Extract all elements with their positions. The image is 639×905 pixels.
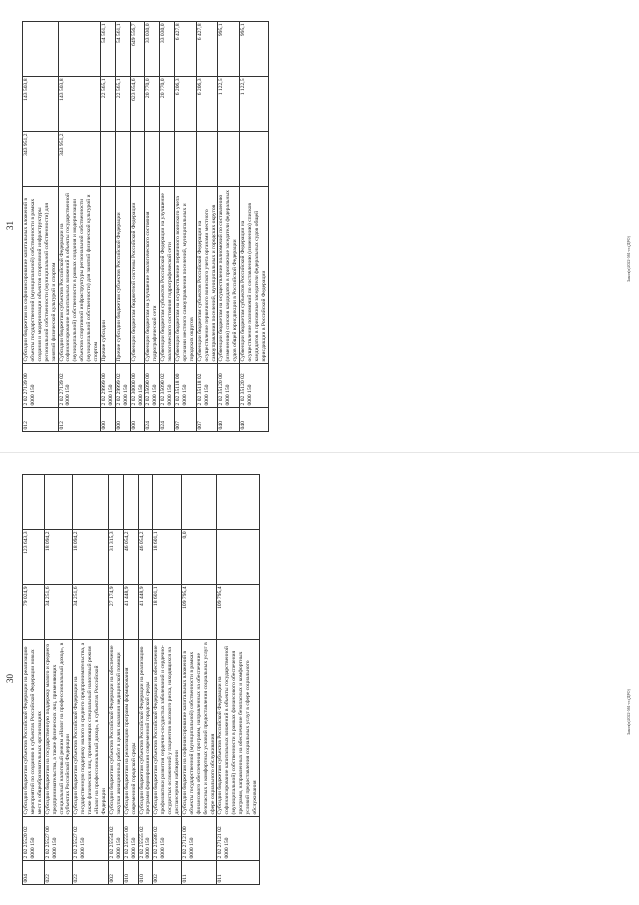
amount-2022-cell: 18 601,1: [153, 585, 182, 640]
budget-code-cell: 2 02 25520 02 0000 150: [23, 817, 45, 861]
admin-code-cell: 024: [145, 408, 160, 432]
amount-2023-cell: 1 122,5: [218, 77, 240, 132]
revenue-table: [22, 21, 269, 432]
budget-code-cell: 2 02 27121 02 0000 150: [217, 817, 259, 861]
income-name-cell: Субсидии бюджетам субъектов Российской Федерации на государственную поддержку малого и среднего предпринимательства, а также физических лиц, применяющих специальный налоговый режим «Налог на профессиональный доход», в субъектах Российской Федерации: [73, 640, 109, 817]
budget-code-cell: 2 02 30000 00 0000 150: [130, 364, 145, 408]
amount-2023-cell: 18 094,2: [44, 530, 73, 585]
income-name-cell: Субвенции бюджетам субъектов Российской Федерации на осуществление полномочий по составлению (изменению) списков кандидатов в присяжные заседатели федеральных судов общей юрисдикции в Российской Федерации: [240, 187, 269, 364]
admin-code-cell: 040: [218, 408, 240, 432]
amount-2023-cell: 6 206,3: [196, 77, 218, 132]
amount-2024-cell: 995,1: [240, 22, 269, 77]
budget-code-cell: 2 02 25555 00 0000 150: [123, 817, 138, 861]
table-row: [218, 22, 240, 432]
amount-2024-cell: 33 030,0: [160, 22, 175, 77]
income-name-cell: Субсидии бюджетам на софинансирование капитальных вложений в объекты государственной (муниципальной) собственности в рамках финансового обеспечения программ, направленных на обеспечение безопасных и комфортных условий предоставления социальных услуг в сфере социального обслуживания: [181, 640, 217, 817]
amount-2023-cell: 18 601,1: [153, 530, 182, 585]
income-name-cell: Прочие субсидии: [100, 187, 115, 364]
income-name-cell: Субсидии бюджетам субъектов Российской Федерации на софинансирование капитальных вложений в объекты государственной (муниципальной) собственности в рамках создания и модернизации объектов спортивной инфраструктуры региональной собственности (муниципальной собственности) для занятий физической культурой и спортом: [58, 187, 100, 364]
income-name-cell: Субсидии бюджетам на софинансирование капитальных вложений в объекты государственной (муниципальной) собственности в рамках создания и модернизации объектов спортивной инфраструктуры региональной собственности (муниципальной собственности) для занятий физической культурой и спортом: [23, 187, 59, 364]
budget-code-cell: 2 02 29999 00 0000 150: [100, 364, 115, 408]
income-name-cell: Субвенции бюджетам субъектов Российской Федерации на осуществление первичного воинского учета органами местного самоуправления поселений, муниципальных и городских округов: [196, 187, 218, 364]
admin-code-cell: 007: [175, 408, 197, 432]
amount-2024-cell: [44, 475, 73, 530]
admin-code-cell: 000: [130, 408, 145, 432]
amount-2022-cell: 343 951,2: [58, 132, 100, 187]
table-row: [44, 475, 73, 885]
budget-code-cell: 2 02 27139 00 0000 150: [23, 364, 59, 408]
admin-code-cell: 012: [23, 408, 59, 432]
amount-2023-cell: 623 654,6: [130, 77, 145, 132]
amount-2024-cell: [73, 475, 109, 530]
budget-code-cell: 2 02 25527 00 0000 150: [44, 817, 73, 861]
amount-2023-cell: 143 503,8: [23, 77, 59, 132]
table-row: [73, 475, 109, 885]
budget-code-cell: 2 02 35090 02 0000 150: [160, 364, 175, 408]
document-footer: Закон(п)2022-561-ст.(ДРО): [626, 689, 631, 735]
admin-code-cell: 040: [240, 408, 269, 432]
amount-2024-cell: [123, 475, 138, 530]
table-row: [145, 22, 160, 432]
amount-2024-cell: 33 030,0: [145, 22, 160, 77]
amount-2023-cell: 6 206,3: [175, 77, 197, 132]
amount-2022-cell: [175, 132, 197, 187]
amount-2023-cell: 22 565,1: [100, 77, 115, 132]
budget-code-cell: 2 02 29999 02 0000 150: [115, 364, 130, 408]
admin-code-cell: 022: [44, 861, 73, 885]
table-row: [153, 475, 182, 885]
admin-code-cell: 024: [160, 408, 175, 432]
budget-code-cell: 2 02 25555 02 0000 150: [138, 817, 153, 861]
admin-code-cell: 022: [73, 861, 109, 885]
income-name-cell: Прочие субсидии бюджетам субъектов Российской Федерации: [115, 187, 130, 364]
amount-2024-cell: 54 561,1: [100, 22, 115, 77]
amount-2022-cell: 109 795,4: [181, 585, 217, 640]
page-30: [0, 453, 639, 905]
amount-2022-cell: 79 024,9: [23, 585, 45, 640]
table-row: [160, 22, 175, 432]
table-row: [217, 475, 259, 885]
budget-code-cell: 2 02 25554 02 0000 150: [108, 817, 123, 861]
table-row: [130, 22, 145, 432]
amount-2022-cell: 27 174,9: [108, 585, 123, 640]
income-name-cell: Субвенции бюджетам субъектов Российской Федерации на улучшение экологического состояния гидрографической сети: [160, 187, 175, 364]
amount-2023-cell: 0,0: [181, 530, 217, 585]
table-row: [123, 475, 138, 885]
admin-code-cell: 002: [153, 861, 182, 885]
budget-code-cell: 2 02 25527 02 0000 150: [73, 817, 109, 861]
amount-2023-cell: 46 054,2: [138, 530, 153, 585]
amount-2023-cell: [217, 530, 259, 585]
amount-2023-cell: 123 643,3: [23, 530, 45, 585]
budget-code-cell: 2 02 35118 00 0000 150: [175, 364, 197, 408]
budget-code-cell: 2 02 35090 00 0000 150: [145, 364, 160, 408]
admin-code-cell: 011: [217, 861, 259, 885]
income-name-cell: Субсидии бюджетам субъектов Российской Федерации на реализацию мероприятий по созданию в субъектах Российской Федерации новых мест в общеобразовательных организациях: [23, 640, 45, 817]
budget-code-cell: 2 02 35120 02 0000 150: [240, 364, 269, 408]
budget-code-cell: 2 02 27121 00 0000 150: [181, 817, 217, 861]
amount-2022-cell: 343 951,2: [23, 132, 59, 187]
table-row: [23, 22, 59, 432]
income-name-cell: Субсидии бюджетам на государственную поддержку малого и среднего предпринимательства, а также физических лиц, применяющих специальный налоговый режим «Налог на профессиональный доход», в субъектах Российской Федерации: [44, 640, 73, 817]
amount-2024-cell: [23, 475, 45, 530]
admin-code-cell: 000: [100, 408, 115, 432]
page-31: [0, 0, 639, 452]
page-number: 31: [5, 221, 15, 230]
admin-code-cell: 007: [196, 408, 218, 432]
amount-2024-cell: 6 427,8: [175, 22, 197, 77]
budget-code-cell: 2 02 35118 02 0000 150: [196, 364, 218, 408]
amount-2022-cell: [196, 132, 218, 187]
income-name-cell: Субсидии бюджетам субъектов Российской Федерации на софинансирование капитальных вложений в объекты государственной (муниципальной) собственности в рамках финансового обеспечения программ, направленных на обеспечение безопасных и комфортных условий предоставления социальных услуг в сфере социального обслуживания: [217, 640, 259, 817]
amount-2023-cell: 18 094,2: [73, 530, 109, 585]
income-name-cell: Субсидии бюджетам субъектов Российской Федерации на реализацию программ формирования современной городской среды: [138, 640, 153, 817]
table-row: [175, 22, 197, 432]
amount-2024-cell: 995,1: [218, 22, 240, 77]
table-row: [23, 475, 45, 885]
table-row: [58, 22, 100, 432]
amount-2022-cell: 34 251,6: [73, 585, 109, 640]
table-row: [100, 22, 115, 432]
table-row: [115, 22, 130, 432]
table-row: [181, 475, 217, 885]
income-name-cell: Субсидии бюджетам субъектов Российской Федерации на обеспечение профилактики развития сердечно-сосудистых заболеваний и сердечно-сосудистых осложнений у пациентов высокого риска, находящихся на диспансерном наблюдении: [153, 640, 182, 817]
amount-2024-cell: [138, 475, 153, 530]
amount-2024-cell: [23, 22, 59, 77]
income-name-cell: Субвенции бюджетам на улучшение экологического состояния гидрографической сети: [145, 187, 160, 364]
table-row: [196, 22, 218, 432]
admin-code-cell: 000: [115, 408, 130, 432]
amount-2024-cell: [108, 475, 123, 530]
amount-2024-cell: [217, 475, 259, 530]
amount-2022-cell: [160, 132, 175, 187]
page-divider: [0, 452, 639, 453]
amount-2024-cell: [181, 475, 217, 530]
admin-code-cell: 002: [108, 861, 123, 885]
document-footer: Закон(п)2022-561-ст.(ДРО): [626, 236, 631, 282]
admin-code-cell: 012: [58, 408, 100, 432]
admin-code-cell: 011: [181, 861, 217, 885]
amount-2022-cell: 109 795,4: [217, 585, 259, 640]
table-row: [108, 475, 123, 885]
amount-2023-cell: 1 122,5: [240, 77, 269, 132]
amount-2022-cell: [145, 132, 160, 187]
amount-2024-cell: 6 427,8: [196, 22, 218, 77]
amount-2024-cell: 54 561,1: [115, 22, 130, 77]
amount-2022-cell: [100, 132, 115, 187]
budget-code-cell: 2 02 25586 02 0000 150: [153, 817, 182, 861]
amount-2022-cell: [115, 132, 130, 187]
amount-2022-cell: 41 448,9: [138, 585, 153, 640]
amount-2022-cell: [240, 132, 269, 187]
amount-2022-cell: [130, 132, 145, 187]
amount-2024-cell: 649 556,7: [130, 22, 145, 77]
admin-code-cell: 010: [138, 861, 153, 885]
table-row: [240, 22, 269, 432]
amount-2024-cell: [153, 475, 182, 530]
income-name-cell: Субвенции бюджетам на осуществление полномочий по составлению (изменению) списков кандидатов в присяжные заседатели федеральных судов общей юрисдикции в Российской Федерации: [218, 187, 240, 364]
revenue-table: [22, 474, 260, 885]
income-name-cell: Субвенции бюджетам бюджетной системы Российской Федерации: [130, 187, 145, 364]
amount-2022-cell: 34 251,6: [44, 585, 73, 640]
amount-2023-cell: 22 565,1: [115, 77, 130, 132]
amount-2023-cell: 143 503,8: [58, 77, 100, 132]
page-number: 30: [5, 674, 15, 683]
table-row: [138, 475, 153, 885]
admin-code-cell: 004: [23, 861, 45, 885]
amount-2023-cell: 20 770,0: [160, 77, 175, 132]
amount-2023-cell: 20 770,0: [145, 77, 160, 132]
income-name-cell: Субсидии бюджетам субъектов Российской Федерации на обеспечение закупки авиационных работ в целях оказания медицинской помощи: [108, 640, 123, 817]
amount-2022-cell: 41 448,9: [123, 585, 138, 640]
amount-2023-cell: 46 054,2: [123, 530, 138, 585]
amount-2024-cell: [58, 22, 100, 77]
income-name-cell: Субвенции бюджетам на осуществление первичного воинского учета органами местного самоуправления поселений, муниципальных и городских округов: [175, 187, 197, 364]
amount-2023-cell: 31 315,3: [108, 530, 123, 585]
admin-code-cell: 010: [123, 861, 138, 885]
amount-2022-cell: [218, 132, 240, 187]
budget-code-cell: 2 02 27139 02 0000 150: [58, 364, 100, 408]
income-name-cell: Субсидии бюджетам на реализацию программ формирования современной городской среды: [123, 640, 138, 817]
budget-code-cell: 2 02 35120 00 0000 150: [218, 364, 240, 408]
